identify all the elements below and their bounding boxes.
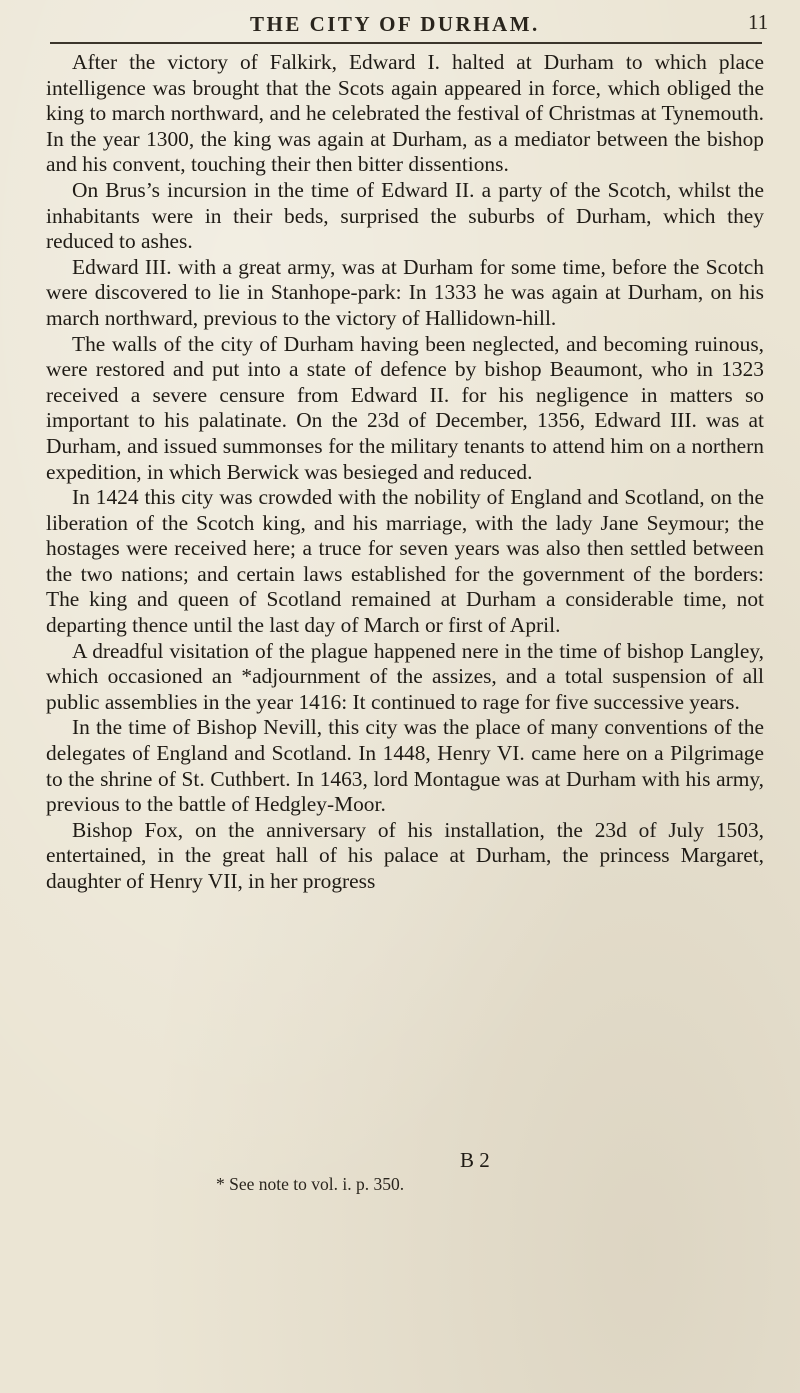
text-body (46, 50, 764, 895)
footnote: * See note to vol. i. p. 350. (216, 1174, 405, 1194)
paragraph-city-walls: The walls of the city of Durham having been neglected, and becoming ruinous, were restored and put into a state of defence by bishop Beaumont, who in 1323 received a severe censure from Edward II. for his negligence in matters so important to his palatinate. On the 23d of December, 1356, Edward III. was at Durham, and issued summonses for the military tenants to attend him on a northern expedition, in which Berwick was besieged and reduced. (46, 331, 764, 484)
paragraph-falkirk: After the victory of Falkirk, Edward I. halted at Durham to which place intelligence was brought that the Scots again appeared in force, which obliged the king to march northward, and he celebrated the festival of Christmas at Tynemouth. In the year 1300, the king was again at Durham, as a mediator between the bishop and his convent, touching their then bitter dissentions. (46, 50, 764, 177)
paragraph-plague: A dreadful visitation of the plague happened nere in the time of bishop Langley, which occasioned an *adjournment of the assizes, and a total suspension of all public assemblies in the year 1416: It continued to rage for five successive years. (46, 638, 764, 714)
running-head: THE CITY OF DURHAM. (250, 12, 540, 36)
paragraph-edward-iii: Edward III. with a great army, was at Durham for some time, before the Scotch were discovered to lie in Stanhope-park: In 1333 he was again at Durham, on his march northward, previous to the victory of Hallidown-hill. (46, 254, 764, 330)
header-rule (50, 42, 762, 44)
paragraph-bishop-nevill: In the time of Bishop Nevill, this city was the place of many conventions of the delegates of England and Scotland. In 1448, Henry VI. came here on a Pilgrimage to the shrine of St. Cuthbert. In 1463, lord Montague was at Durham with his army, previous to the battle of Hedgley-Moor. (46, 715, 764, 817)
paragraph-brus-incursion: On Brus’s incursion in the time of Edward II. a party of the Scotch, whilst the inhabitants were in their beds, surprised the suburbs of Durham, which they reduced to ashes. (46, 177, 764, 254)
signature-mark: B 2 (460, 1148, 490, 1172)
paragraph-bishop-fox: Bishop Fox, on the anniversary of his installation, the 23d of July 1503, entertained, in the great hall of his palace at Durham, the princess Margaret, daughter of Henry VII, in her progress (46, 817, 764, 893)
page-number: 11 (748, 10, 769, 34)
page-header (0, 6, 800, 40)
paragraph-1424: In 1424 this city was crowded with the nobility of England and Scotland, on the liberation of the Scotch king, and his marriage, with the lady Jane Seymour; the hostages were received here; a truce for seven years was also then settled between the two nations; and certain laws established for the government of the borders: The king and queen of Scotland remained at Durham a considerable time, not departing thence until the last day of March or first of April. (46, 485, 764, 638)
